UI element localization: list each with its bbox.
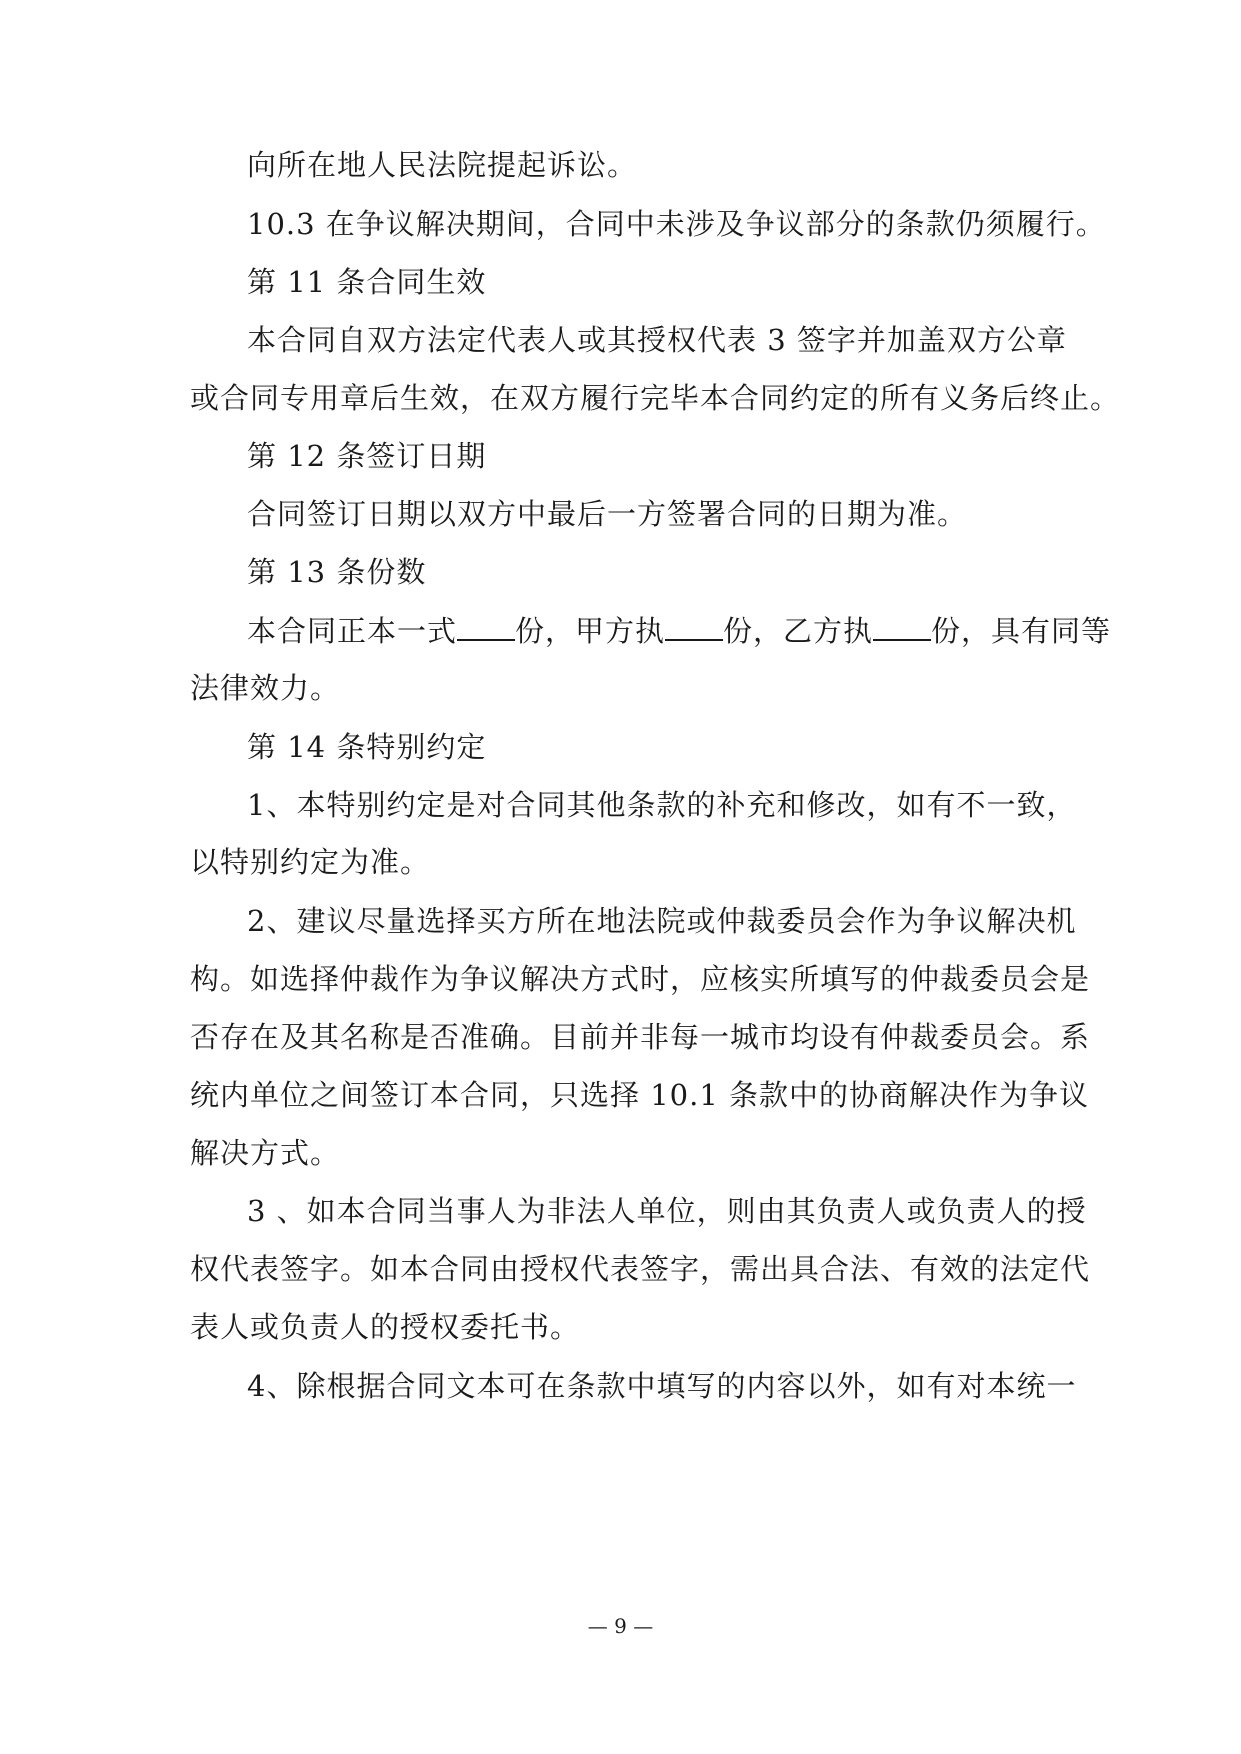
paragraph-line: 本合同自双方法定代表人或其授权代表 3 签字并加盖双方公章	[247, 323, 1067, 357]
special-item-2: 2、建议尽量选择买方所在地法院或仲裁委员会作为争议解决机	[247, 904, 1077, 938]
article-13-heading: 第 13 条份数	[247, 555, 427, 589]
paragraph-line: 合同签订日期以双方中最后一方签署合同的日期为准。	[247, 497, 968, 531]
copies-line	[247, 611, 1112, 651]
page-number: — 9 —	[587, 1614, 654, 1638]
paragraph-line: 法律效力。	[190, 671, 341, 705]
special-item-1: 1、本特别约定是对合同其他条款的补充和修改，如有不一致，	[247, 788, 1077, 822]
clause-10-3: 10.3 在争议解决期间，合同中未涉及争议部分的条款仍须履行。	[247, 207, 1106, 241]
paragraph-line: 向所在地人民法院提起诉讼。	[247, 148, 638, 182]
article-14-heading: 第 14 条特别约定	[247, 730, 487, 764]
paragraph-line: 构。如选择仲裁作为争议解决方式时，应核实所填写的仲裁委员会是	[190, 962, 1091, 996]
paragraph-line: 或合同专用章后生效，在双方履行完毕本合同约定的所有义务后终止。	[190, 381, 1121, 415]
article-11-heading: 第 11 条合同生效	[247, 265, 487, 299]
special-item-3: 3 、如本合同当事人为非法人单位，则由其负责人或负责人的授	[247, 1194, 1087, 1228]
paragraph-line: 权代表签字。如本合同由授权代表签字，需出具合法、有效的法定代	[190, 1252, 1091, 1286]
copies-party-a-blank[interactable]	[665, 613, 723, 641]
special-item-4: 4、除根据合同文本可在条款中填写的内容以外，如有对本统一	[247, 1369, 1077, 1403]
copies-text: 本合同正本一式	[247, 614, 458, 648]
copies-text: 份，甲方执	[515, 614, 666, 648]
article-12-heading: 第 12 条签订日期	[247, 439, 487, 473]
paragraph-line: 统内单位之间签订本合同，只选择 10.1 条款中的协商解决作为争议	[190, 1078, 1090, 1112]
copies-text: 份，乙方执	[723, 614, 874, 648]
paragraph-line: 以特别约定为准。	[190, 845, 431, 879]
paragraph-line: 否存在及其名称是否准确。目前并非每一城市均设有仲裁委员会。系	[190, 1020, 1091, 1054]
paragraph-line: 表人或负责人的授权委托书。	[190, 1310, 581, 1344]
copies-total-blank[interactable]	[457, 613, 515, 641]
copies-text: 份，具有同等	[931, 614, 1112, 648]
copies-party-b-blank[interactable]	[873, 613, 931, 641]
paragraph-line: 解决方式。	[190, 1136, 341, 1170]
